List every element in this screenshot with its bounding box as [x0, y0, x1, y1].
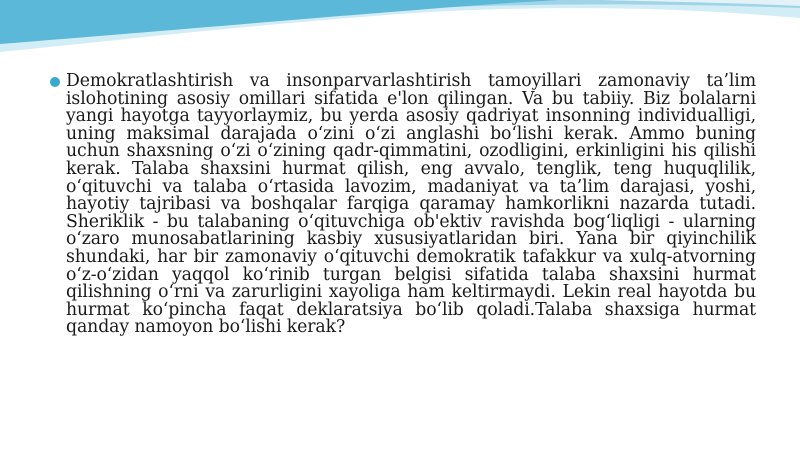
bullet-item — [50, 73, 756, 337]
bullet-dot-icon — [50, 77, 60, 87]
content-area — [50, 73, 756, 337]
body-paragraph: Demokratlashtirish va insonparvarlashtirish tamoyillari zamonaviy ta’lim islohotining asosiy omillari sifatida e'lon qilingan. Va bu tabiiy. Biz bolalarni yangi hayotga tayyorlaymiz, bu yerda asosiy qadriyat insonning individualligi, uning maksimal darajada o‘zini o‘zi anglashi bo‘lishi kerak. Ammo buning uchun shaxsning o‘zi o‘zining qadr-qimmatini, ozodligini, erkinligini his qilishi kerak. Talaba shaxsini hurmat qilish, eng avvalo, tenglik, teng huquqlilik, o‘qituvchi va talaba o‘rtasida lavozim, madaniyat va ta’lim darajasi, yoshi, hayotiy tajribasi va boshqalar farqiga qaramay hamkorlikni nazarda tutadi. Sheriklik - bu talabaning o‘qituvchiga ob'ektiv ravishda bog‘liqligi - ularning o‘zaro munosabatlarining kasbiy xususiyatlaridan biri. Yana bir qiyinchilik shundaki, har bir zamonaviy o‘qituvchi demokratik tafakkur va xulq-atvorning o‘z-o‘zidan yaqqol ko‘rinib turgan belgisi sifatida talaba shaxsini hurmat qilishning o‘rni va zarurligini xayoliga ham keltirmaydi. Lekin real hayotda bu hurmat ko‘pincha faqat deklaratsiya bo‘lib qoladi.Talaba shaxsiga hurmat qanday namoyon bo‘lishi kerak? — [66, 71, 756, 338]
header-wave-decoration — [0, 0, 800, 75]
